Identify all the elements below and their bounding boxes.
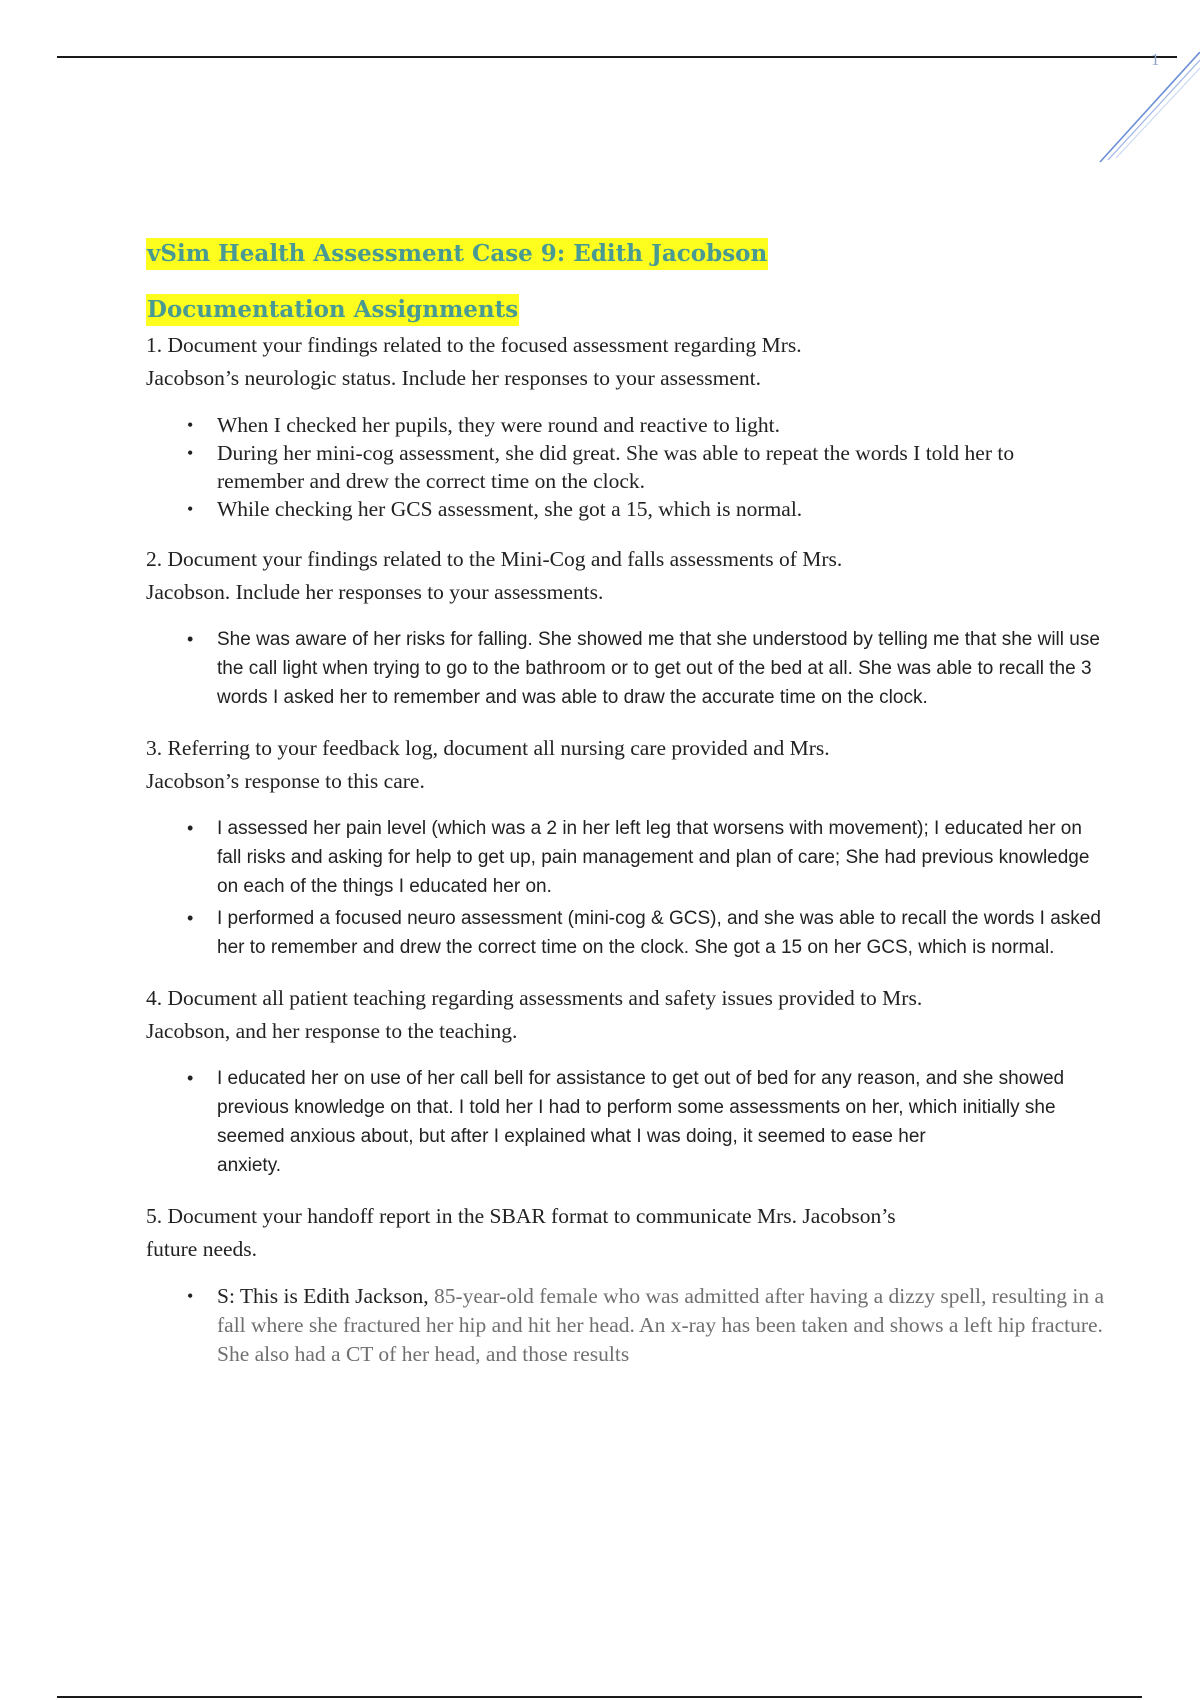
bullet-icon: • [187, 1068, 194, 1088]
answer-list-2 [146, 625, 1106, 712]
sbar-situation-text: 85-year-old female who was admitted after having a dizzy spell, resulting in a fall where she fractured her hip and hit her head. An x-ray has been taken and shows a left hip fracture. She also had a CT of her head, and those results [217, 1284, 1105, 1366]
bullet-icon: • [187, 443, 194, 463]
section-heading: Documentation Assignments [146, 294, 519, 326]
list-item: • When I checked her pupils, they were round and reactive to light. [187, 413, 780, 437]
answer-list-4 [146, 1064, 1106, 1180]
list-item: • During her mini-cog assessment, she did great. She was able to repeat the words I told her to remember and drew the correct time on the clock. [187, 441, 1015, 493]
question-1 [146, 329, 1106, 395]
list-item: • I assessed her pain level (which was a 2 in her left leg that worsens with movement); I educated her on fall risks and asking for help to get up, pain management and plan of care; She had previous knowledge on each of the things I educated her on. [217, 814, 1106, 901]
page-number: 1 [1151, 50, 1160, 69]
question-line: 2. Document your findings related to the Mini-Cog and falls assessments of Mrs. [146, 547, 843, 571]
question-line: Jacobson’s neurologic status. Include her responses to your assessment. [146, 366, 762, 390]
bullet-icon: • [187, 499, 194, 519]
bullet-icon: • [187, 629, 194, 649]
bullet-icon: • [187, 818, 194, 838]
footer-rule [57, 1696, 1142, 1698]
question-2 [146, 543, 1106, 609]
answer-list-3 [146, 814, 1106, 962]
list-item: • I performed a focused neuro assessment (mini-cog & GCS), and she was able to recall the words I asked her to remember and drew the correct time on the clock. She got a 15 on her GCS, which is normal. [217, 904, 1106, 962]
question-line: Jacobson’s response to this care. [146, 769, 425, 793]
answer-list-1 [146, 411, 1106, 523]
corner-decoration-lines [1090, 52, 1200, 172]
document-title: vSim Health Assessment Case 9: Edith Jacobson [146, 238, 768, 270]
list-item: • She was aware of her risks for falling. She showed me that she understood by telling me that she will use the call light when trying to go to the bathroom or to get out of the bed at all. She was able to recall the 3 words I asked her to remember and was able to draw the accurate time on the clock. [217, 625, 1106, 712]
question-line: Jacobson. Include her responses to your assessments. [146, 580, 604, 604]
question-line: 5. Document your handoff report in the SBAR format to communicate Mrs. Jacobson’s [146, 1204, 896, 1228]
answer-list-5 [146, 1282, 1106, 1369]
question-4 [146, 982, 1106, 1048]
header-rule [57, 56, 1177, 58]
question-line: 4. Document all patient teaching regarding assessments and safety issues provided to Mrs. [146, 986, 923, 1010]
list-item [187, 1282, 1106, 1369]
bullet-icon: • [187, 415, 194, 435]
question-line: Jacobson, and her response to the teaching. [146, 1019, 518, 1043]
question-line: future needs. [146, 1237, 258, 1261]
bullet-icon: • [187, 908, 194, 928]
question-line: 1. Document your findings related to the focused assessment regarding Mrs. [146, 333, 802, 357]
list-item: • While checking her GCS assessment, she got a 15, which is normal. [187, 497, 803, 521]
question-3 [146, 732, 1106, 798]
question-5 [146, 1200, 1106, 1266]
list-item: • I educated her on use of her call bell for assistance to get out of bed for any reason, and she showed previous knowledge on that. I told her I had to perform some assessments on her, which initially she seemed anxious about, but after I explained what I was doing, it seemed to ease her anxiety. [217, 1064, 1106, 1180]
bullet-icon: • [187, 1286, 194, 1306]
document-body [146, 238, 1106, 1369]
sbar-situation-lead: S: This is Edith Jackson, [217, 1284, 429, 1308]
question-line: 3. Referring to your feedback log, document all nursing care provided and Mrs. [146, 736, 830, 760]
answer-continuation: anxiety. [217, 1155, 282, 1176]
